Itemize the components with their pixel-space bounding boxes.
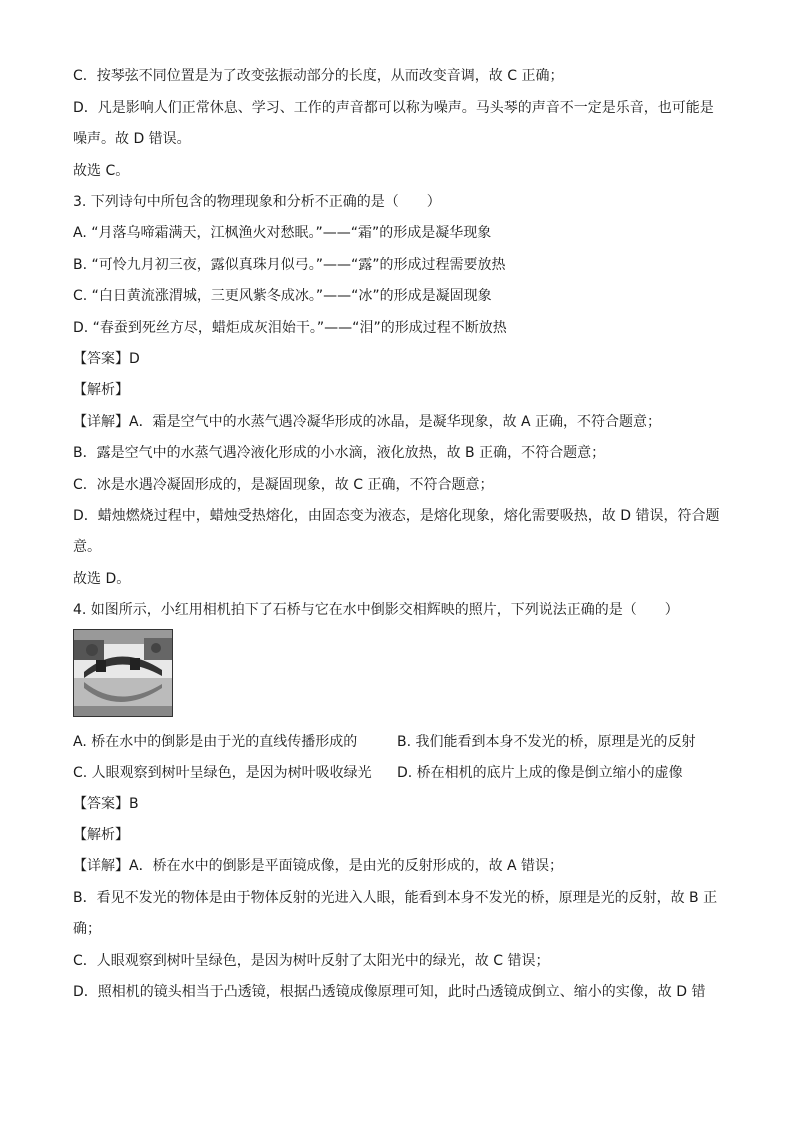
question-4-option-d: D. 桥在相机的底片上成的像是倒立缩小的虚像 [397, 765, 683, 781]
text-line: D．蜡烛燃烧过程中，蜡烛受热熔化，由固态变为液态，是熔化现象，熔化需要吸热，故 D 错误，符合题 [73, 508, 720, 524]
question-4-option-b: B. 我们能看到本身不发光的桥，原理是光的反射 [397, 734, 696, 750]
answer-label: 【答案】B [73, 796, 139, 812]
question-4-stem: 4. 如图所示，小红用相机拍下了石桥与它在水中倒影交相辉映的照片，下列说法正确的是（ ） [73, 602, 679, 618]
text-line: D．凡是影响人们正常休息、学习、工作的声音都可以称为噪声。马头琴的声音不一定是乐音，也可能是 [73, 100, 714, 116]
text-line: 【详解】A．霜是空气中的水蒸气遇冷凝华形成的冰晶，是凝华现象，故 A 正确，不符合题意； [73, 414, 662, 430]
text-line: 【详解】A．桥在水中的倒影是平面镜成像，是由光的反射形成的，故 A 错误； [73, 858, 564, 874]
question-3-option-c: C. “白日黄流涨渭城，三更风紫冬成冰。”——“冰”的形成是凝固现象 [73, 288, 492, 304]
text-line: 故选 D。 [73, 571, 131, 587]
question-4-option-a: A. 桥在水中的倒影是由于光的直线传播形成的 [73, 734, 358, 750]
text-line: C．按琴弦不同位置是为了改变弦振动部分的长度，从而改变音调，故 C 正确； [73, 68, 564, 84]
text-line: D．照相机的镜头相当于凸透镜，根据凸透镜成像原理可知，此时凸透镜成倒立、缩小的实像，故 D 错 [73, 984, 706, 1000]
text-line: 意。 [73, 539, 101, 555]
text-line: C．冰是水遇冷凝固形成的，是凝固现象，故 C 正确，不符合题意； [73, 477, 494, 493]
analysis-label: 【解析】 [73, 382, 129, 398]
text-line: B．看见不发光的物体是由于物体反射的光进入人眼，能看到本身不发光的桥，原理是光的反射，故 B 正 [73, 890, 718, 906]
question-3-stem: 3. 下列诗句中所包含的物理现象和分析不正确的是（ ） [73, 194, 441, 210]
answer-label: 【答案】D [73, 351, 140, 367]
text-line: 确； [73, 921, 101, 937]
text-line: B．露是空气中的水蒸气遇冷液化形成的小水滴，液化放热，故 B 正确，不符合题意； [73, 445, 606, 461]
question-3-option-b: B. “可怜九月初三夜，露似真珠月似弓。”——“露”的形成过程需要放热 [73, 257, 506, 273]
analysis-label: 【解析】 [73, 827, 129, 843]
text-line: 噪声。故 D 错误。 [73, 131, 191, 147]
bridge-photo-image [74, 630, 173, 717]
text-line: 故选 C。 [73, 163, 130, 179]
text-line: C．人眼观察到树叶呈绿色，是因为树叶反射了太阳光中的绿光，故 C 错误； [73, 953, 550, 969]
question-3-option-a: A. “月落乌啼霜满天，江枫渔火对愁眠。”——“霜”的形成是凝华现象 [73, 225, 492, 241]
question-3-option-d: D. “春蚕到死丝方尽，蜡炬成灰泪始干。”——“泪”的形成过程不断放热 [73, 320, 507, 336]
bridge-photo [73, 629, 173, 717]
question-4-option-c: C. 人眼观察到树叶呈绿色，是因为树叶吸收绿光 [73, 765, 372, 781]
